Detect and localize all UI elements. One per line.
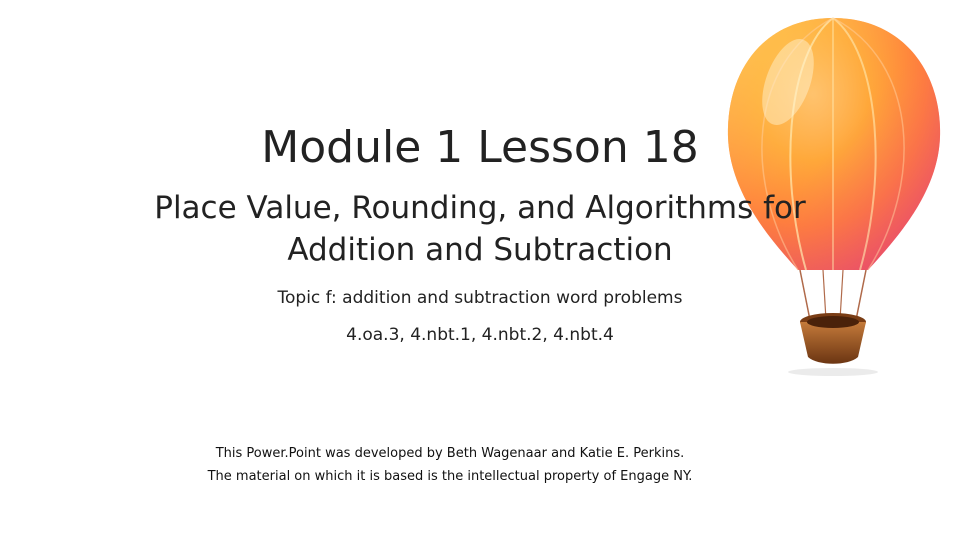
- slide-title: Module 1 Lesson 18: [261, 122, 699, 173]
- slide-subtitle-line2: Addition and Subtraction: [287, 232, 673, 268]
- topic-text: Topic f: addition and subtraction word problems: [277, 288, 683, 308]
- credit-line-2: The material on which it is based is the intellectual property of Engage NY.: [207, 469, 693, 484]
- standards-text: 4.oa.3, 4.nbt.1, 4.nbt.2, 4.nbt.4: [346, 325, 614, 345]
- credit-line-1: This Power.Point was developed by Beth Wagenaar and Katie E. Perkins.: [215, 446, 685, 461]
- slide-subtitle-line1: Place Value, Rounding, and Algorithms for: [154, 190, 806, 226]
